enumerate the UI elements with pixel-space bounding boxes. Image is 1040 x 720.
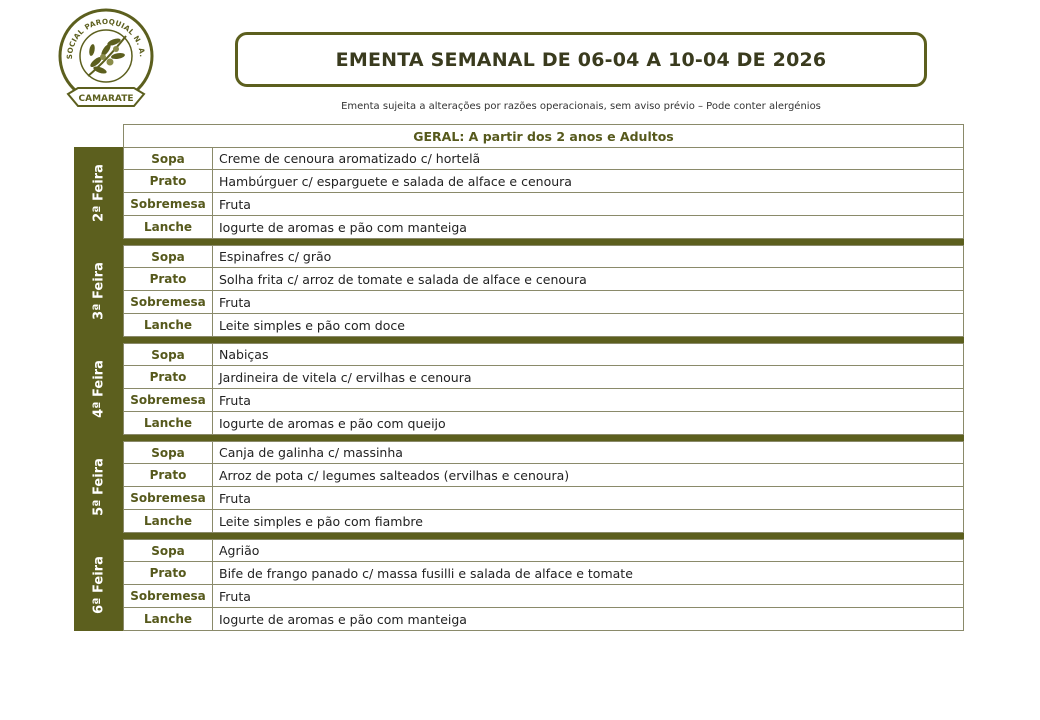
meal-dish: Leite simples e pão com doce [219,317,405,333]
day-block-wednesday [74,343,964,435]
day-label: 3ª Feira [74,245,123,337]
meal-category: Sopa [123,344,213,365]
meal-dish: Nabiças [219,347,269,362]
meal-row [123,562,963,585]
day-label: 2ª Feira [74,147,123,239]
meal-row [123,585,963,608]
meal-row [123,170,963,193]
day-label: 4ª Feira [74,343,123,435]
day-block-friday [74,539,964,631]
meal-dish: Canja de galinha c/ massinha [219,445,403,460]
meal-category: Sopa [123,148,213,169]
meal-row [123,314,963,337]
meal-category: Prato [123,170,213,192]
day-block-thursday [74,441,964,533]
meal-category: Sobremesa [123,193,213,215]
meal-row [123,487,963,510]
meal-row [123,510,963,533]
svg-text:CENTRO SOCIAL PAROQUIAL N. A. [56,6,147,59]
meal-row [123,389,963,412]
page-title: EMENTA SEMANAL DE 06-04 A 10-04 DE 2026 [335,48,827,71]
meal-row [123,464,963,487]
meal-row [123,366,963,389]
meal-dish: Jardineira de vitela c/ ervilhas e cenoura [219,369,472,385]
logo-ring-text: SOCIAL PAROQUIAL N. A. [64,16,148,60]
meal-dish: Creme de cenoura aromatizado c/ hortelã [219,151,481,166]
meal-row [123,147,963,170]
meal-category: Sopa [123,540,213,561]
meal-category: Sopa [123,246,213,267]
title-box [235,32,927,87]
meal-category: Prato [123,366,213,388]
meal-row [123,216,963,239]
meal-row [123,343,963,366]
meal-row [123,539,963,562]
meal-row [123,608,963,631]
meal-category: Lanche [123,608,213,630]
meal-dish: Bife de frango panado c/ massa fusilli e salada de alface e tomate [219,565,633,581]
meal-category: Lanche [123,216,213,238]
meal-dish: Iogurte de aromas e pão com manteiga [219,219,467,235]
logo-banner-text: CAMARATE [78,94,134,104]
day-label: 5ª Feira [74,441,123,533]
day-block-tuesday [74,245,964,337]
menu-header: GERAL: A partir dos 2 anos e Adultos [123,124,964,147]
meal-dish: Hambúrguer c/ esparguete e salada de alface e cenoura [219,173,572,189]
meal-category: Sobremesa [123,389,213,411]
meal-dish: Espinafres c/ grão [219,249,332,264]
olive-branch-logo-icon [56,6,156,116]
weekly-menu-table [74,124,964,631]
meal-dish: Fruta [219,392,251,408]
meal-dish: Leite simples e pão com fiambre [219,513,423,529]
meal-dish: Arroz de pota c/ legumes salteados (ervilhas e cenoura) [219,467,570,483]
meal-row [123,291,963,314]
meal-row [123,412,963,435]
meal-dish: Fruta [219,196,251,212]
meal-category: Lanche [123,314,213,336]
day-block-monday [74,147,964,239]
meal-category: Lanche [123,412,213,434]
meal-category: Lanche [123,510,213,532]
meal-row [123,193,963,216]
day-label: 6ª Feira [74,539,123,631]
meal-dish: Iogurte de aromas e pão com manteiga [219,611,467,627]
meal-category: Sobremesa [123,291,213,313]
meal-row [123,245,963,268]
meal-category: Sopa [123,442,213,463]
meal-dish: Fruta [219,490,251,506]
meal-category: Prato [123,268,213,290]
meal-category: Prato [123,562,213,584]
meal-dish: Iogurte de aromas e pão com queijo [219,415,446,431]
meal-dish: Fruta [219,294,251,310]
meal-category: Sobremesa [123,487,213,509]
meal-dish: Fruta [219,588,251,604]
meal-dish: Agrião [219,543,260,558]
meal-row [123,268,963,291]
disclaimer-text: Ementa sujeita a alterações por razões operacionais, sem aviso prévio – Pode conter alergénios [341,101,821,112]
meal-category: Sobremesa [123,585,213,607]
logo [56,6,156,116]
meal-row [123,441,963,464]
meal-category: Prato [123,464,213,486]
meal-dish: Solha frita c/ arroz de tomate e salada de alface e cenoura [219,271,587,287]
